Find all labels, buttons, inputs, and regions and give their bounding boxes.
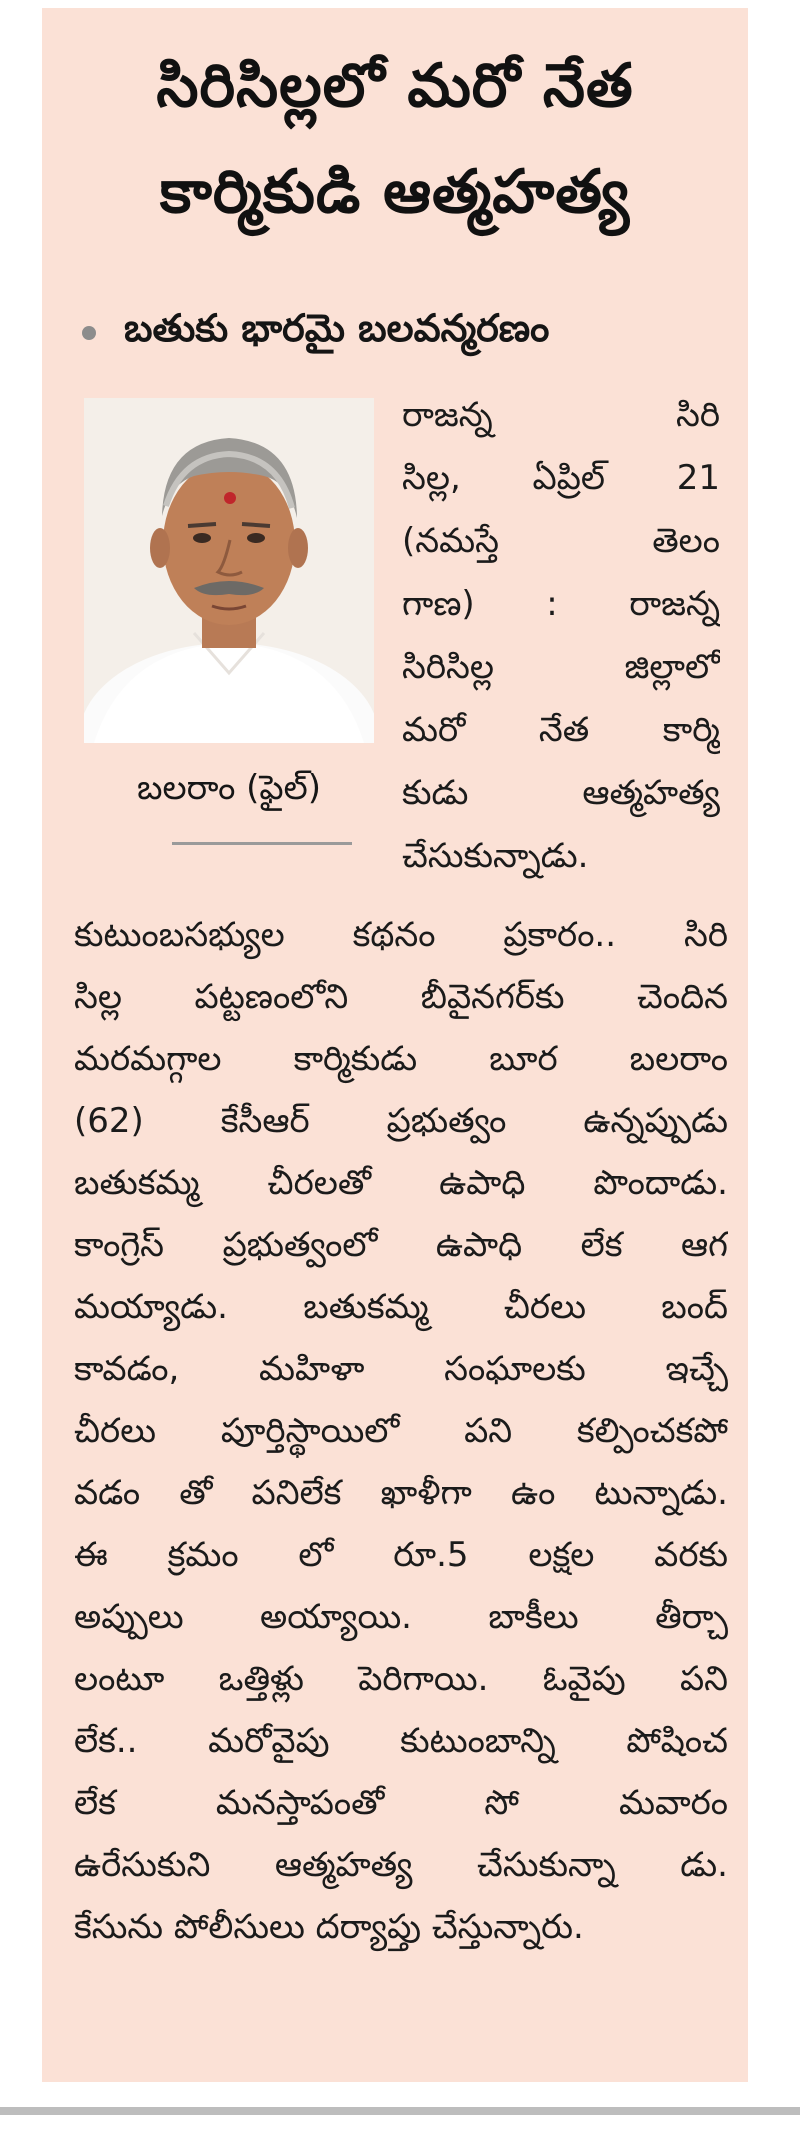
subheadline [82,298,722,368]
body-line: లేక మనస్తాపంతో సో మవారం [74,1783,728,1823]
subheadline-text: బతుకు భారమై బలవన్మరణం [124,306,550,350]
dateline-line: గాణ) : రాజన్న [402,584,720,624]
body-line: వడం తో పనిలేక ఖాళీగా ఉం టున్నాడు. [74,1473,728,1513]
body-line: ఈ క్రమం లో రూ.5 లక్షల వరకు [74,1535,728,1575]
body-line: అప్పులు అయ్యాయి. బాకీలు తీర్చా [74,1597,728,1637]
photo-caption: బలరాం (ఫైల్) [137,768,321,808]
body-line: మయ్యాడు. బతుకమ్మ చీరలు బంద్ [74,1287,728,1327]
body-line: బతుకమ్మ చీరలతో ఉపాధి పొందాడు. [74,1163,728,1203]
body-line: (62) కేసీఆర్ ప్రభుత్వం ఉన్నప్పుడు [74,1101,728,1141]
dateline-column [402,384,720,888]
body-line: సిల్ల పట్టణంలోని బీవైనగర్‌కు చెందిన [74,977,728,1017]
dateline-line: సిరిసిల్ల జిల్లాలో [402,647,720,687]
dateline-line: కుడు ఆత్మహత్య [402,773,720,813]
headline-line-2: కార్మికుడి ఆత్మహత్య [159,157,631,227]
body-line: మరమగ్గాల కార్మికుడు బూర బలరాం [74,1039,728,1079]
body-line: లేక.. మరోవైపు కుటుంబాన్ని పోషించ [74,1721,728,1761]
dateline-line: రాజన్న సిరి [402,395,720,435]
bullet-icon [82,326,96,340]
body-line: కాంగ్రెస్ ప్రభుత్వంలో ఉపాధి లేక ఆగ [74,1225,728,1265]
bottom-divider [0,2107,800,2115]
portrait-photo [84,398,374,743]
portrait-illustration [84,398,374,743]
dateline-line: సిల్ల, ఏప్రిల్ 21 [402,458,720,498]
body-line: చీరలు పూర్తిస్థాయిలో పని కల్పించకపో [74,1411,728,1451]
dateline-line: (నమస్తే తెలం [402,521,720,561]
body-line: కుటుంబసభ్యుల కథనం ప్రకారం.. సిరి [74,915,728,955]
body-line: లంటూ ఒత్తిళ్లు పెరిగాయి. ఓవైపు పని [74,1659,728,1699]
body-line: కేసును పోలీసులు దర్యాప్తు చేస్తున్నారు. [74,1907,584,1947]
dateline-line: చేసుకున్నాడు. [402,836,589,876]
article-body [74,904,728,1958]
news-clipping [42,8,748,2082]
dateline-line: మరో నేత కార్మి [402,710,720,750]
body-line: కావడం, మహిళా సంఘాలకు ఇచ్చే [74,1349,728,1389]
caption-divider [172,842,352,845]
headline-line-1: సిరిసిల్లలో మరో నేత [156,51,634,121]
body-line: ఉరేసుకుని ఆత్మహత్య చేసుకున్నా డు. [74,1845,728,1885]
